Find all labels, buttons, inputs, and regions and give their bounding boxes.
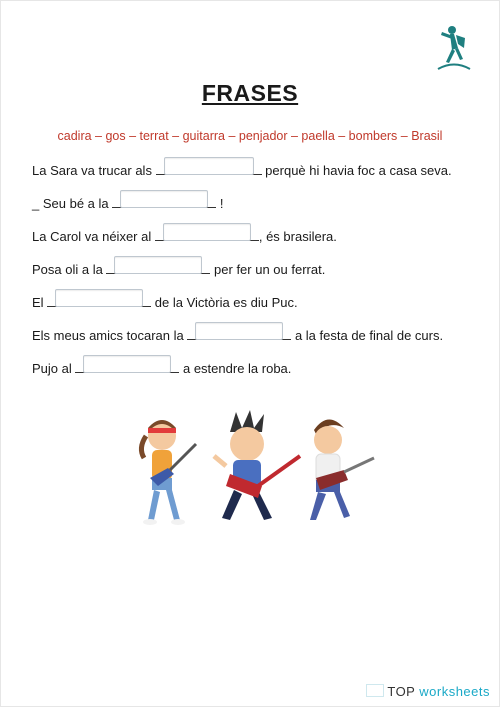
sentence-text: de la Victòria es diu Puc. xyxy=(151,295,298,310)
sentence-text: perquè hi havia foc a casa seva. xyxy=(261,163,452,178)
answer-input-4[interactable] xyxy=(114,256,202,274)
sentence-text: La Carol va néixer al xyxy=(32,229,155,244)
sentence-text: , és brasilera. xyxy=(258,229,337,244)
blank-line xyxy=(106,261,210,274)
blank-line xyxy=(156,162,262,175)
blank-line xyxy=(155,228,259,241)
brand-box-icon xyxy=(366,684,384,697)
sentence-6 xyxy=(32,327,443,344)
word-bank: cadira – gos – terrat – guitarra – penjador – paella – bombers – Brasil xyxy=(57,129,443,143)
sentence-text: Posa oli a la xyxy=(32,262,107,277)
sentence-text: Els meus amics tocaran la xyxy=(32,328,188,343)
sentence-5 xyxy=(32,294,298,311)
rocker-kids-illustration xyxy=(130,408,380,532)
sentence-text: a estendre la roba. xyxy=(179,361,292,376)
sentence-text: ! xyxy=(216,196,224,211)
sentence-text: El xyxy=(32,295,48,310)
girl-guitarist-figure xyxy=(141,420,196,525)
brown-hair-boy-figure xyxy=(310,419,374,520)
blank-line xyxy=(112,195,216,208)
sentence-2 xyxy=(32,195,223,212)
blank-line xyxy=(187,327,291,340)
blank-line xyxy=(47,294,151,307)
sentence-3 xyxy=(32,228,337,245)
answer-input-5[interactable] xyxy=(55,289,143,307)
answer-input-1[interactable] xyxy=(164,157,254,175)
sentence-text: Pujo al xyxy=(32,361,76,376)
answer-input-2[interactable] xyxy=(120,190,208,208)
sentence-text: per fer un ou ferrat. xyxy=(210,262,326,277)
runner-logo-icon xyxy=(432,22,476,74)
topworksheets-brand xyxy=(366,684,490,699)
sentence-text: _ Seu bé a la xyxy=(32,196,113,211)
spiky-hair-boy-figure xyxy=(214,410,300,520)
sentence-4 xyxy=(32,261,325,278)
answer-input-7[interactable] xyxy=(83,355,171,373)
page-title: FRASES xyxy=(201,80,299,106)
answer-input-3[interactable] xyxy=(163,223,251,241)
sentence-text: a la festa de final de curs. xyxy=(291,328,444,343)
brand-top-text: TOP xyxy=(387,684,416,699)
answer-input-6[interactable] xyxy=(195,322,283,340)
sentence-text: La Sara va trucar als xyxy=(32,163,156,178)
sentence-1 xyxy=(32,162,452,179)
brand-worksheets-text: worksheets xyxy=(419,684,490,699)
blank-line xyxy=(75,360,179,373)
sentence-7 xyxy=(32,360,291,377)
